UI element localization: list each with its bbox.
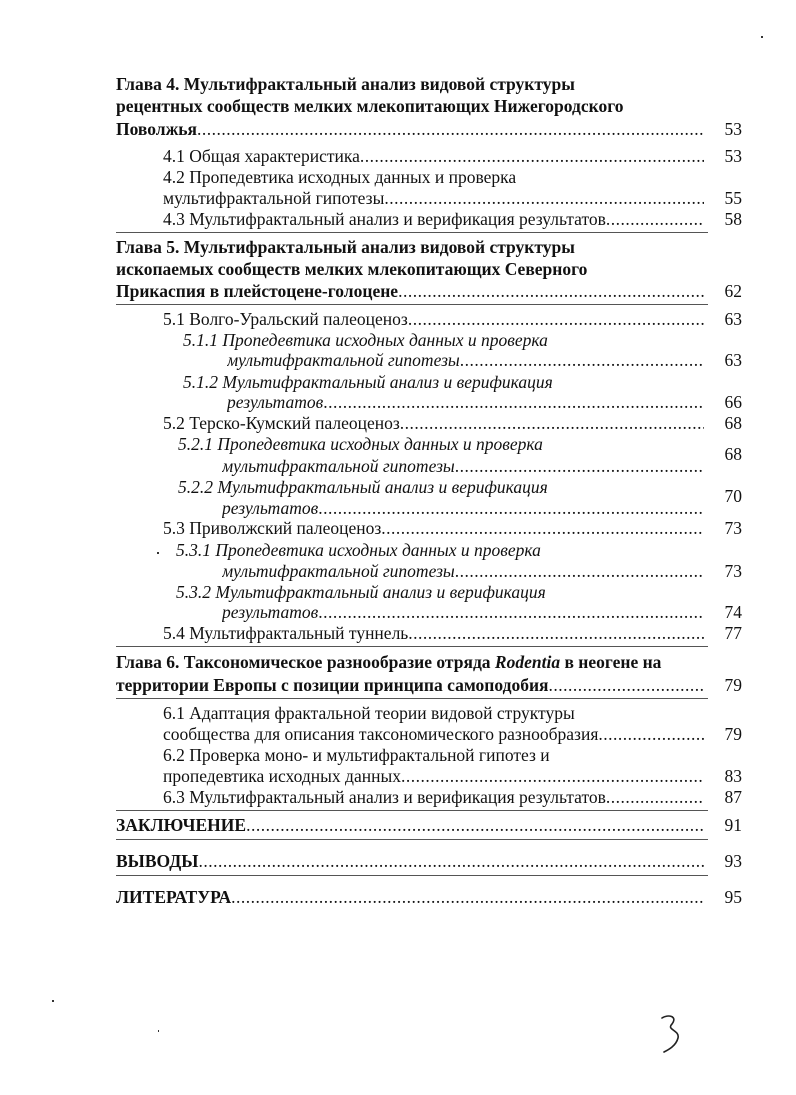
chapter-4-title-line1: Глава 4. Мультифрактальный анализ видовой структуры <box>116 74 575 94</box>
section-5-2-2-line1: 5.2.2 Мультифрактальный анализ и верификация <box>178 477 548 497</box>
findings-entry: ВЫВОДЫ ..... <box>116 851 704 872</box>
section-5-2-2-page: 70 <box>724 486 742 506</box>
chapter-4-title-line2: рецентных сообществ мелких млекопитающих Нижегородского <box>116 96 624 116</box>
section-5-3-2-page: 74 <box>724 602 742 622</box>
section-5-1-1-line1: 5.1.1 Пропедевтика исходных данных и проверка <box>183 330 548 350</box>
scan-speck <box>52 1000 54 1002</box>
section-5-1-2-page: 66 <box>724 392 742 412</box>
section-6-3-page: 87 <box>724 787 742 807</box>
scan-speck <box>157 552 159 554</box>
section-6-2-line2: пропедевтика исходных данных ..... <box>163 766 704 787</box>
handwritten-page-number <box>652 1012 692 1056</box>
row-divider <box>116 304 708 305</box>
section-5-1-2-line1: 5.1.2 Мультифрактальный анализ и верификация <box>183 372 553 392</box>
section-4-2-line1: 4.2 Пропедевтика исходных данных и проверка <box>163 167 517 187</box>
row-divider <box>116 875 708 876</box>
section-5-1-2-line2: результатов ..... <box>227 392 704 413</box>
section-4-3: 4.3 Мультифрактальный анализ и верификация результатов ..... <box>163 209 704 230</box>
section-5-3-page: 73 <box>724 518 742 538</box>
section-5-2-1-line2: мультифрактальной гипотезы ..... <box>222 456 704 477</box>
chapter-6-title-line1: Глава 6. Таксономическое разнообразие отряда Rodentia в неогене на <box>116 652 662 672</box>
row-divider <box>116 839 708 840</box>
section-4-2-line2: мультифрактальной гипотезы ..... <box>163 188 704 209</box>
chapter-4-title-line3: Поволжья ..... <box>116 119 704 140</box>
section-5-1: 5.1 Волго-Уральский палеоценоз ..... <box>163 309 704 330</box>
chapter-5-title-line2: ископаемых сообществ мелких млекопитающих Северного <box>116 259 588 279</box>
section-6-3: 6.3 Мультифрактальный анализ и верификация результатов ..... <box>163 787 704 808</box>
section-6-1-page: 79 <box>724 724 742 744</box>
section-5-1-page: 63 <box>724 309 742 329</box>
chapter-5-title-line1: Глава 5. Мультифрактальный анализ видовой структуры <box>116 237 575 257</box>
section-5-1-1-line2: мультифрактальной гипотезы ..... <box>227 350 704 371</box>
section-6-1-line2: сообщества для описания таксономического разнообразия ..... <box>163 724 704 745</box>
section-5-2: 5.2 Терско-Кумский палеоценоз ..... <box>163 413 704 434</box>
section-5-3-2-line1: 5.3.2 Мультифрактальный анализ и верификация <box>176 582 546 602</box>
section-5-3-1-line1: 5.3.1 Пропедевтика исходных данных и проверка <box>176 540 541 560</box>
section-5-2-2-line2: результатов ..... <box>222 498 704 519</box>
section-4-1-page: 53 <box>724 146 742 166</box>
section-4-3-page: 58 <box>724 209 742 229</box>
section-5-1-1-page: 63 <box>724 350 742 370</box>
chapter-5-title-line3: Прикаспия в плейстоцене-голоцене ..... <box>116 281 704 302</box>
section-4-2-page: 55 <box>724 188 742 208</box>
row-divider <box>116 810 708 811</box>
conclusion-page: 91 <box>724 815 742 835</box>
chapter-4-page: 53 <box>724 119 742 139</box>
section-5-3-2-line2: результатов ..... <box>222 602 704 623</box>
chapter-6-title-line2: территории Европы с позиции принципа самоподобия ..... <box>116 675 704 696</box>
section-5-2-1-line1: 5.2.1 Пропедевтика исходных данных и проверка <box>178 434 543 454</box>
section-5-4-page: 77 <box>724 623 742 643</box>
findings-page: 93 <box>724 851 742 871</box>
section-4-1: 4.1 Общая характеристика ..... <box>163 146 704 167</box>
scan-speck <box>158 1030 159 1032</box>
section-5-2-1-page: 68 <box>724 444 742 464</box>
conclusion-entry: ЗАКЛЮЧЕНИЕ ..... <box>116 815 704 836</box>
section-6-2-page: 83 <box>724 766 742 786</box>
literature-page: 95 <box>724 887 742 907</box>
chapter-6-page: 79 <box>724 675 742 695</box>
rodentia-term: Rodentia <box>494 652 561 672</box>
section-5-4: 5.4 Мультифрактальный туннель ..... <box>163 623 704 644</box>
chapter-5-page: 62 <box>724 281 742 301</box>
section-6-2-line1: 6.2 Проверка моно- и мультифрактальной гипотез и <box>163 745 550 765</box>
row-divider <box>116 646 708 647</box>
row-divider <box>116 698 708 699</box>
row-divider <box>116 232 708 233</box>
section-5-3-1-line2: мультифрактальной гипотезы ..... <box>222 561 704 582</box>
section-5-3-1-page: 73 <box>724 561 742 581</box>
scan-speck <box>761 36 763 38</box>
section-5-3: 5.3 Приволжский палеоценоз ..... <box>163 518 704 539</box>
section-6-1-line1: 6.1 Адаптация фрактальной теории видовой структуры <box>163 703 575 723</box>
literature-entry: ЛИТЕРАТУРА ..... <box>116 887 704 908</box>
section-5-2-page: 68 <box>724 413 742 433</box>
